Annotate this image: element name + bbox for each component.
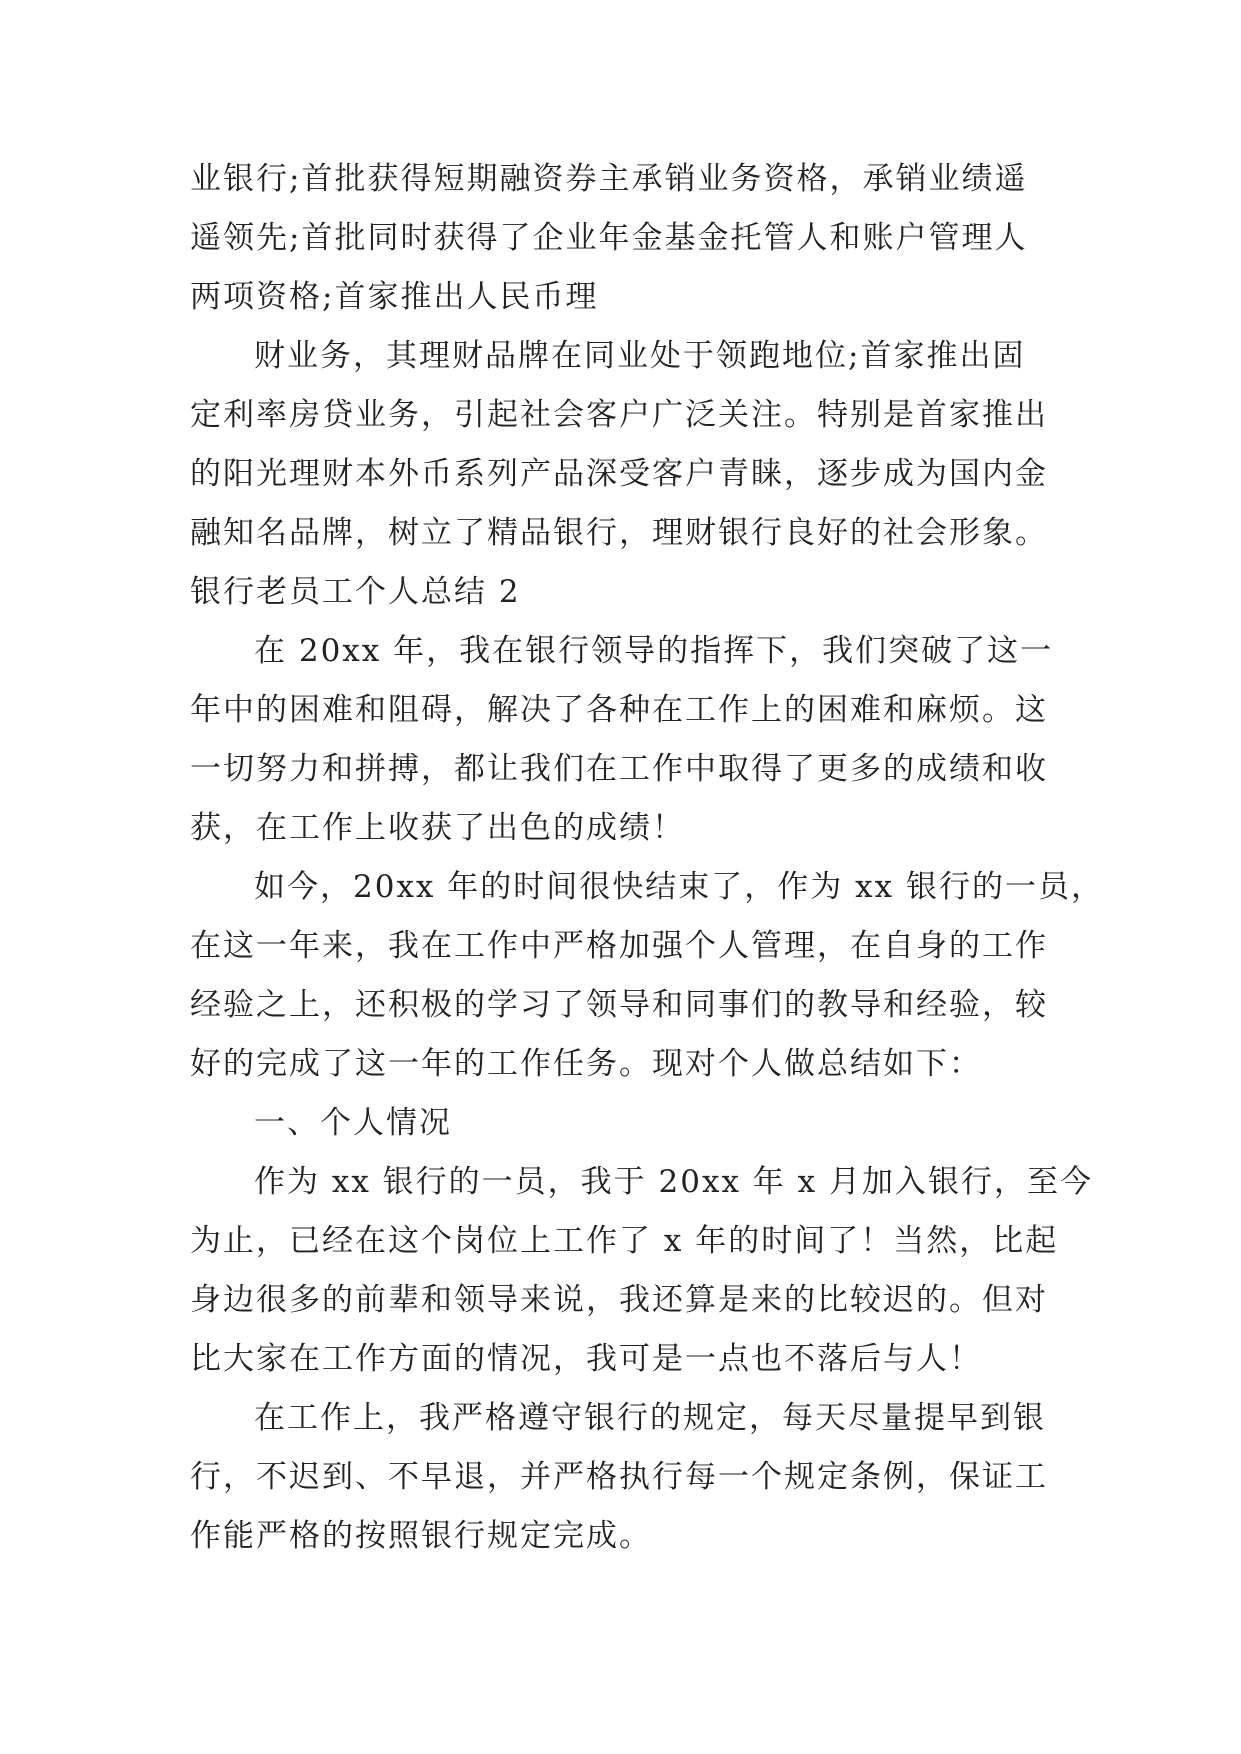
text-line: 经验之上，还积极的学习了领导和同事们的教导和经验，较: [190, 987, 1048, 1023]
text-line: 财业务，其理财品牌在同业处于领跑地位;首家推出固: [254, 338, 1026, 374]
text-line: 在工作上，我严格遵守银行的规定，每天尽量提早到银: [254, 1400, 1046, 1436]
text-line: 在 20xx 年，我在银行领导的指挥下，我们突破了这一: [254, 633, 1054, 669]
text-line: 年中的困难和阻碍，解决了各种在工作上的困难和麻烦。这: [190, 692, 1048, 728]
text-line: 作能严格的按照银行规定完成。: [190, 1518, 652, 1554]
text-line: 为止，已经在这个岗位上工作了 x 年的时间了！当然，比起: [190, 1223, 1059, 1259]
text-line: 行，不迟到、不早退，并严格执行每一个规定条例，保证工: [190, 1459, 1048, 1495]
text-line: 融知名品牌，树立了精品银行，理财银行良好的社会形象。: [190, 515, 1048, 551]
text-line: 遥领先;首批同时获得了企业年金基金托管人和账户管理人: [190, 220, 1028, 256]
text-line: 的阳光理财本外币系列产品深受客户青睐，逐步成为国内金: [190, 456, 1048, 492]
text-line: 如今，20xx 年的时间很快结束了，作为 xx 银行的一员，: [254, 869, 1104, 905]
text-line: 身边很多的前辈和领导来说，我还算是来的比较迟的。但对: [190, 1282, 1048, 1318]
text-line: 定利率房贷业务，引起社会客户广泛关注。特别是首家推出: [190, 397, 1048, 433]
text-line: 好的完成了这一年的工作任务。现对个人做总结如下：: [190, 1046, 982, 1082]
text-line: 两项资格;首家推出人民币理: [190, 279, 599, 315]
text-line: 作为 xx 银行的一员，我于 20xx 年 x 月加入银行，至今: [254, 1164, 1093, 1200]
text-line: 获，在工作上收获了出色的成绩！: [190, 810, 685, 846]
document-body: [190, 150, 1104, 1566]
section-heading: 银行老员工个人总结 2: [190, 574, 521, 610]
subsection-heading: 一、个人情况: [254, 1105, 452, 1141]
text-line: 在这一年来，我在工作中严格加强个人管理，在自身的工作: [190, 928, 1048, 964]
text-line: 比大家在工作方面的情况，我可是一点也不落后与人！: [190, 1341, 982, 1377]
text-line: 一切努力和拼搏，都让我们在工作中取得了更多的成绩和收: [190, 751, 1048, 787]
text-line: 业银行;首批获得短期融资券主承销业务资格，承销业绩遥: [190, 161, 1028, 197]
